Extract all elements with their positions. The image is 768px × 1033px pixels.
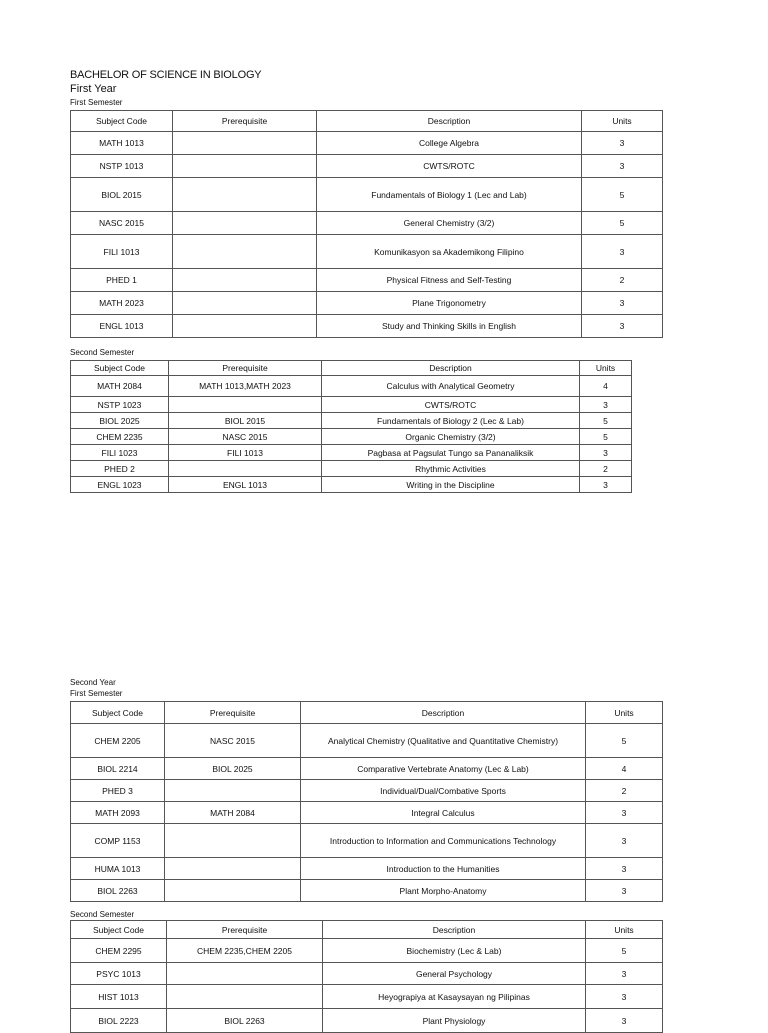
description-cell: Heyograpiya at Kasaysayan ng Pilipinas	[323, 985, 586, 1009]
prerequisite-cell: ENGL 1013	[169, 477, 322, 493]
table-row	[71, 780, 663, 802]
table-row	[71, 963, 663, 985]
description-cell: Integral Calculus	[301, 802, 586, 824]
subject-code-cell: CHEM 2295	[71, 939, 167, 963]
units-cell: 3	[586, 802, 663, 824]
prerequisite-cell	[165, 824, 301, 858]
prerequisite-cell	[173, 315, 317, 338]
description-cell: College Algebra	[317, 132, 582, 155]
table-row	[71, 155, 663, 178]
prerequisite-cell: BIOL 2025	[165, 758, 301, 780]
description-cell: Biochemistry (Lec & Lab)	[323, 939, 586, 963]
semester-label: First Semester	[70, 688, 123, 698]
semester-label: Second Semester	[70, 909, 135, 919]
semester-label: Second Semester	[70, 347, 135, 357]
prerequisite-cell: NASC 2015	[165, 724, 301, 758]
prerequisite-cell	[173, 269, 317, 292]
description-cell: Organic Chemistry (3/2)	[322, 429, 580, 445]
description-cell: Komunikasyon sa Akademikong Filipino	[317, 235, 582, 269]
units-cell: 4	[580, 376, 632, 397]
subject-code-cell: BIOL 2015	[71, 178, 173, 212]
subject-code-cell: BIOL 2214	[71, 758, 165, 780]
description-cell: Calculus with Analytical Geometry	[322, 376, 580, 397]
description-cell: Fundamentals of Biology 2 (Lec & Lab)	[322, 413, 580, 429]
prerequisite-cell	[167, 985, 323, 1009]
table-row	[71, 724, 663, 758]
prerequisite-cell: NASC 2015	[169, 429, 322, 445]
subject-code-cell: PHED 1	[71, 269, 173, 292]
subject-code-cell: BIOL 2223	[71, 1009, 167, 1033]
units-header: Units	[586, 921, 663, 939]
description-header: Description	[322, 361, 580, 376]
units-cell: 3	[586, 824, 663, 858]
description-header: Description	[301, 702, 586, 724]
prerequisite-cell	[165, 780, 301, 802]
year-label: Second Year	[70, 677, 116, 687]
description-cell: Plant Morpho-Anatomy	[301, 880, 586, 902]
header-row	[71, 702, 663, 724]
units-cell: 5	[586, 724, 663, 758]
table-row	[71, 178, 663, 212]
table-row	[71, 939, 663, 963]
prerequisite-cell	[165, 880, 301, 902]
prerequisite-cell	[173, 178, 317, 212]
prerequisite-cell: MATH 1013,MATH 2023	[169, 376, 322, 397]
table-row	[71, 802, 663, 824]
semester-label: First Semester	[70, 97, 123, 107]
course-table	[70, 920, 663, 1033]
prerequisite-cell: BIOL 2263	[167, 1009, 323, 1033]
table-row	[71, 477, 632, 493]
course-table	[70, 110, 663, 338]
subject-code-cell: CHEM 2205	[71, 724, 165, 758]
description-cell: Plane Trigonometry	[317, 292, 582, 315]
units-cell: 2	[582, 269, 663, 292]
description-header: Description	[317, 111, 582, 132]
subject-code-cell: MATH 2093	[71, 802, 165, 824]
prerequisite-cell	[173, 212, 317, 235]
units-cell: 3	[582, 132, 663, 155]
table-row	[71, 292, 663, 315]
subject-code-cell: NASC 2015	[71, 212, 173, 235]
prerequisite-cell	[167, 963, 323, 985]
prerequisite-header: Prerequisite	[167, 921, 323, 939]
description-cell: Introduction to Information and Communications Technology	[301, 824, 586, 858]
program-title: BACHELOR OF SCIENCE IN BIOLOGY	[70, 69, 262, 81]
subject-code-cell: ENGL 1013	[71, 315, 173, 338]
description-cell: Comparative Vertebrate Anatomy (Lec & Lab)	[301, 758, 586, 780]
table-row	[71, 269, 663, 292]
prerequisite-cell: BIOL 2015	[169, 413, 322, 429]
subject-code-cell: COMP 1153	[71, 824, 165, 858]
units-header: Units	[582, 111, 663, 132]
subject-code-cell: BIOL 2263	[71, 880, 165, 902]
units-cell: 5	[586, 939, 663, 963]
prerequisite-cell	[169, 461, 322, 477]
subject-code-header: Subject Code	[71, 361, 169, 376]
table-row	[71, 985, 663, 1009]
table-row	[71, 397, 632, 413]
table-row	[71, 858, 663, 880]
header-row	[71, 111, 663, 132]
table-row	[71, 376, 632, 397]
subject-code-cell: FILI 1023	[71, 445, 169, 461]
table-row	[71, 413, 632, 429]
description-cell: Plant Physiology	[323, 1009, 586, 1033]
subject-code-cell: MATH 1013	[71, 132, 173, 155]
prerequisite-cell: MATH 2084	[165, 802, 301, 824]
subject-code-cell: BIOL 2025	[71, 413, 169, 429]
units-cell: 5	[580, 429, 632, 445]
units-cell: 5	[582, 178, 663, 212]
subject-code-cell: ENGL 1023	[71, 477, 169, 493]
course-table	[70, 701, 663, 902]
units-header: Units	[586, 702, 663, 724]
units-cell: 3	[580, 477, 632, 493]
units-cell: 4	[586, 758, 663, 780]
description-cell: Pagbasa at Pagsulat Tungo sa Pananaliksik	[322, 445, 580, 461]
units-cell: 3	[586, 985, 663, 1009]
description-cell: General Psychology	[323, 963, 586, 985]
table-row	[71, 429, 632, 445]
year-label: First Year	[70, 83, 117, 95]
description-cell: General Chemistry (3/2)	[317, 212, 582, 235]
subject-code-cell: PHED 2	[71, 461, 169, 477]
prerequisite-cell	[169, 397, 322, 413]
table-row	[71, 758, 663, 780]
prerequisite-cell	[173, 155, 317, 178]
units-cell: 3	[580, 397, 632, 413]
units-cell: 2	[586, 780, 663, 802]
subject-code-cell: NSTP 1013	[71, 155, 173, 178]
prerequisite-cell	[165, 858, 301, 880]
subject-code-cell: NSTP 1023	[71, 397, 169, 413]
description-cell: Physical Fitness and Self-Testing	[317, 269, 582, 292]
units-cell: 5	[580, 413, 632, 429]
units-cell: 3	[582, 235, 663, 269]
units-cell: 2	[580, 461, 632, 477]
units-header: Units	[580, 361, 632, 376]
units-cell: 3	[586, 858, 663, 880]
subject-code-header: Subject Code	[71, 702, 165, 724]
prerequisite-cell: CHEM 2235,CHEM 2205	[167, 939, 323, 963]
table-row	[71, 315, 663, 338]
table-row	[71, 1009, 663, 1033]
description-cell: Introduction to the Humanities	[301, 858, 586, 880]
header-row	[71, 361, 632, 376]
description-cell: Fundamentals of Biology 1 (Lec and Lab)	[317, 178, 582, 212]
subject-code-cell: PSYC 1013	[71, 963, 167, 985]
table-row	[71, 880, 663, 902]
table-row	[71, 212, 663, 235]
table-row	[71, 461, 632, 477]
units-cell: 5	[582, 212, 663, 235]
subject-code-cell: HIST 1013	[71, 985, 167, 1009]
units-cell: 3	[586, 1009, 663, 1033]
subject-code-cell: MATH 2084	[71, 376, 169, 397]
prerequisite-cell	[173, 235, 317, 269]
prerequisite-header: Prerequisite	[165, 702, 301, 724]
subject-code-cell: HUMA 1013	[71, 858, 165, 880]
description-cell: CWTS/ROTC	[322, 397, 580, 413]
prerequisite-header: Prerequisite	[173, 111, 317, 132]
prerequisite-cell	[173, 132, 317, 155]
table-row	[71, 132, 663, 155]
prerequisite-header: Prerequisite	[169, 361, 322, 376]
description-cell: Analytical Chemistry (Qualitative and Quantitative Chemistry)	[301, 724, 586, 758]
subject-code-cell: PHED 3	[71, 780, 165, 802]
table-row	[71, 824, 663, 858]
course-table	[70, 360, 632, 493]
subject-code-cell: CHEM 2235	[71, 429, 169, 445]
units-cell: 3	[586, 963, 663, 985]
subject-code-cell: MATH 2023	[71, 292, 173, 315]
description-cell: CWTS/ROTC	[317, 155, 582, 178]
subject-code-header: Subject Code	[71, 921, 167, 939]
description-cell: Individual/Dual/Combative Sports	[301, 780, 586, 802]
units-cell: 3	[582, 315, 663, 338]
units-cell: 3	[580, 445, 632, 461]
units-cell: 3	[586, 880, 663, 902]
prerequisite-cell	[173, 292, 317, 315]
subject-code-cell: FILI 1013	[71, 235, 173, 269]
description-header: Description	[323, 921, 586, 939]
description-cell: Study and Thinking Skills in English	[317, 315, 582, 338]
subject-code-header: Subject Code	[71, 111, 173, 132]
description-cell: Writing in the Discipline	[322, 477, 580, 493]
units-cell: 3	[582, 155, 663, 178]
units-cell: 3	[582, 292, 663, 315]
table-row	[71, 235, 663, 269]
prerequisite-cell: FILI 1013	[169, 445, 322, 461]
header-row	[71, 921, 663, 939]
description-cell: Rhythmic Activities	[322, 461, 580, 477]
table-row	[71, 445, 632, 461]
